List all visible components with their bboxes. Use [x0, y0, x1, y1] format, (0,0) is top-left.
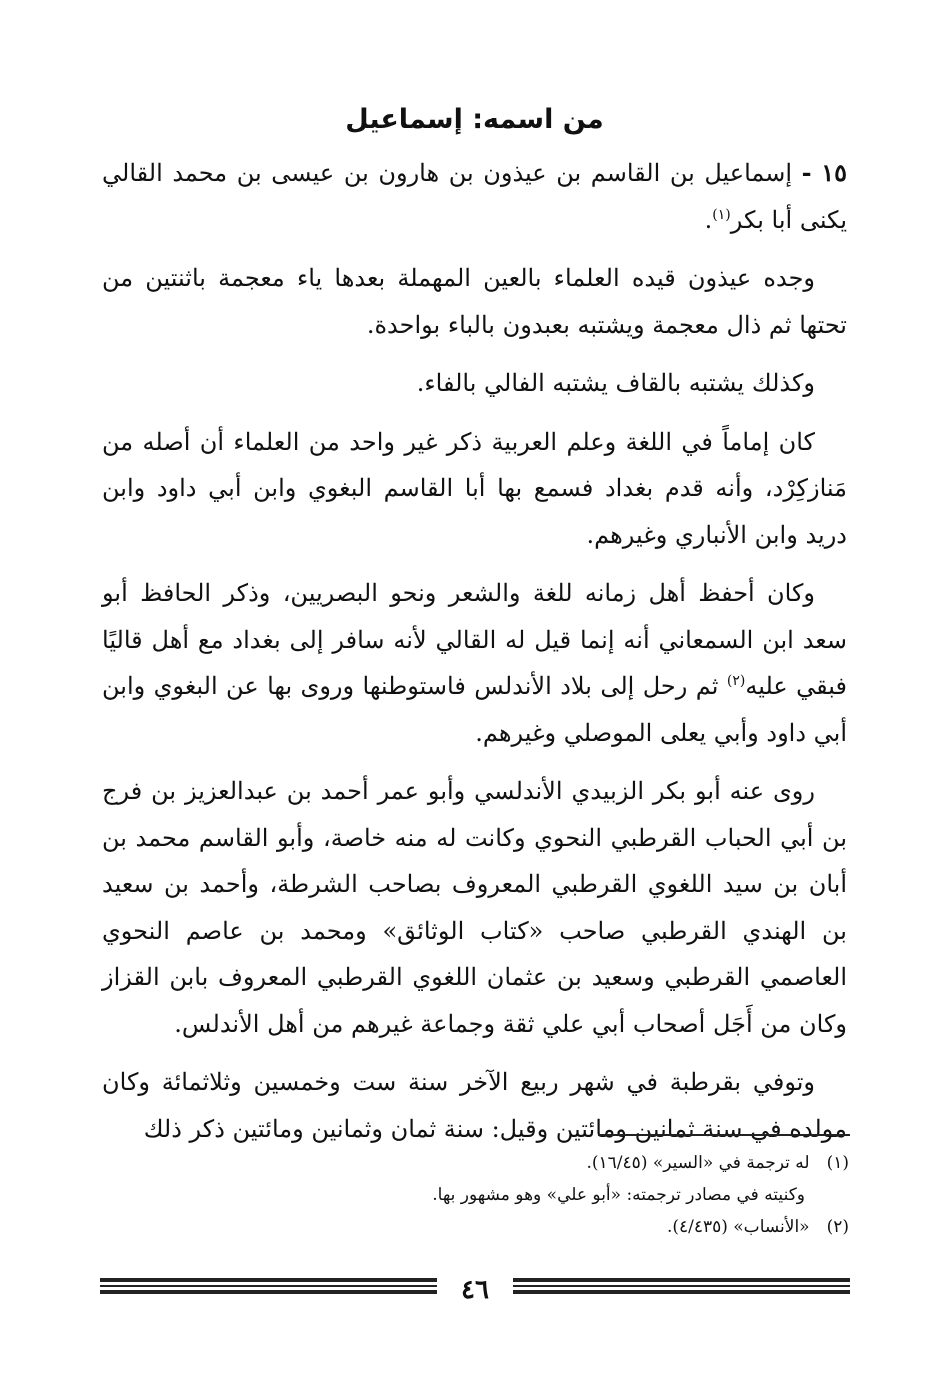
- samani-text-after: ثم رحل إلى بلاد الأندلس فاستوطنها وروى بها عن البغوي وابن أبي داود وأبي يعلى الموصلي وغيرهم.: [102, 672, 847, 747]
- footnote-1: [109, 1147, 849, 1179]
- paragraph-death: وتوفي بقرطبة في شهر ربيع الآخر سنة ست وخمسين وثلاثمائة وكان مولده في سنة ثمانين ومائتين وقيل: سنة ثمان وثمانين ومائتين ذكر ذلك: [102, 1068, 847, 1143]
- footnote-text: وكنيته في مصادر ترجمته: «أبو علي» وهو مشهور بها.: [432, 1185, 805, 1205]
- page-footer: [100, 1268, 850, 1312]
- footnotes: [109, 1147, 849, 1243]
- paragraph-spelling: وجده عيذون قيده العلماء بالعين المهملة بعدها ياء معجمة باثنتين من تحتها ثم ذال معجمة ويشتبه بعبدون بالباء بواحدة.: [102, 264, 847, 339]
- entry-end: .: [704, 205, 713, 234]
- body-text: [102, 150, 847, 1164]
- footer-rule-left: [100, 1278, 437, 1300]
- paragraph-samani: [102, 570, 847, 756]
- footnote-2: [109, 1211, 849, 1243]
- section-heading: من اسمه: إسماعيل: [345, 104, 604, 135]
- entry-paragraph: [102, 150, 847, 243]
- entry-text: إسماعيل بن القاسم بن عيذون بن هارون بن عيسى بن محمد القالي يكنى أبا بكر: [102, 159, 847, 234]
- paragraph-similar-name: وكذلك يشتبه بالقاف يشتبه الفالي بالفاء.: [416, 369, 815, 397]
- footnote-text: «الأنساب» (٤/٤٣٥).: [666, 1217, 810, 1237]
- footnote-number: (١): [826, 1153, 849, 1173]
- entry-number: ١٥: [821, 158, 847, 187]
- paragraph-students: روى عنه أبو بكر الزبيدي الأندلسي وأبو عمر أحمد بن عبدالعزيز بن فرج بن أبي الحباب القرطبي النحوي وكانت له منه خاصة، وأبو القاسم محمد بن أبان بن سيد اللغوي القرطبي المعروف بصاحب الشرطة، وأحمد بن سعيد بن الهندي القرطبي صاحب «كتاب الوثائق» ومحمد بن عاصم النحوي العاصمي القرطبي وسعيد بن عثمان اللغوي القرطبي المعروف بابن القزاز وكان من أَجَل أصحاب أبي علي ثقة وجماعة غيرهم من أهل الأندلس.: [102, 777, 847, 1038]
- footnote-number: (٢): [826, 1217, 849, 1237]
- paragraph-biography: كان إماماً في اللغة وعلم العربية ذكر غير واحد من العلماء أن أصله من مَنازكِرْد، وأنه قدم بغداد فسمع بها أبا القاسم البغوي وابن أبي داود وابن دريد وابن الأنباري وغيرهم.: [102, 427, 847, 549]
- footnote-ref-2[interactable]: (٢): [726, 673, 746, 689]
- footnote-text: له ترجمة في «السير» (١٦/٤٥).: [586, 1153, 810, 1173]
- footer-rule-right: [513, 1278, 850, 1300]
- footnote-ref-1[interactable]: (١): [712, 206, 731, 223]
- footnote-separator: [598, 1134, 850, 1136]
- page-number: ٤٦: [461, 1275, 489, 1305]
- footnote-1-continuation: [109, 1179, 849, 1211]
- samani-text-before: وكان أحفظ أهل زمانه للغة والشعر ونحو البصريين، وذكر الحافظ أبو سعد ابن السمعاني أنه إنما قيل له القالي لأنه سافر إلى بغداد مع أهل قاليًا فبقي عليه: [102, 579, 847, 700]
- entry-dash: -: [801, 158, 812, 187]
